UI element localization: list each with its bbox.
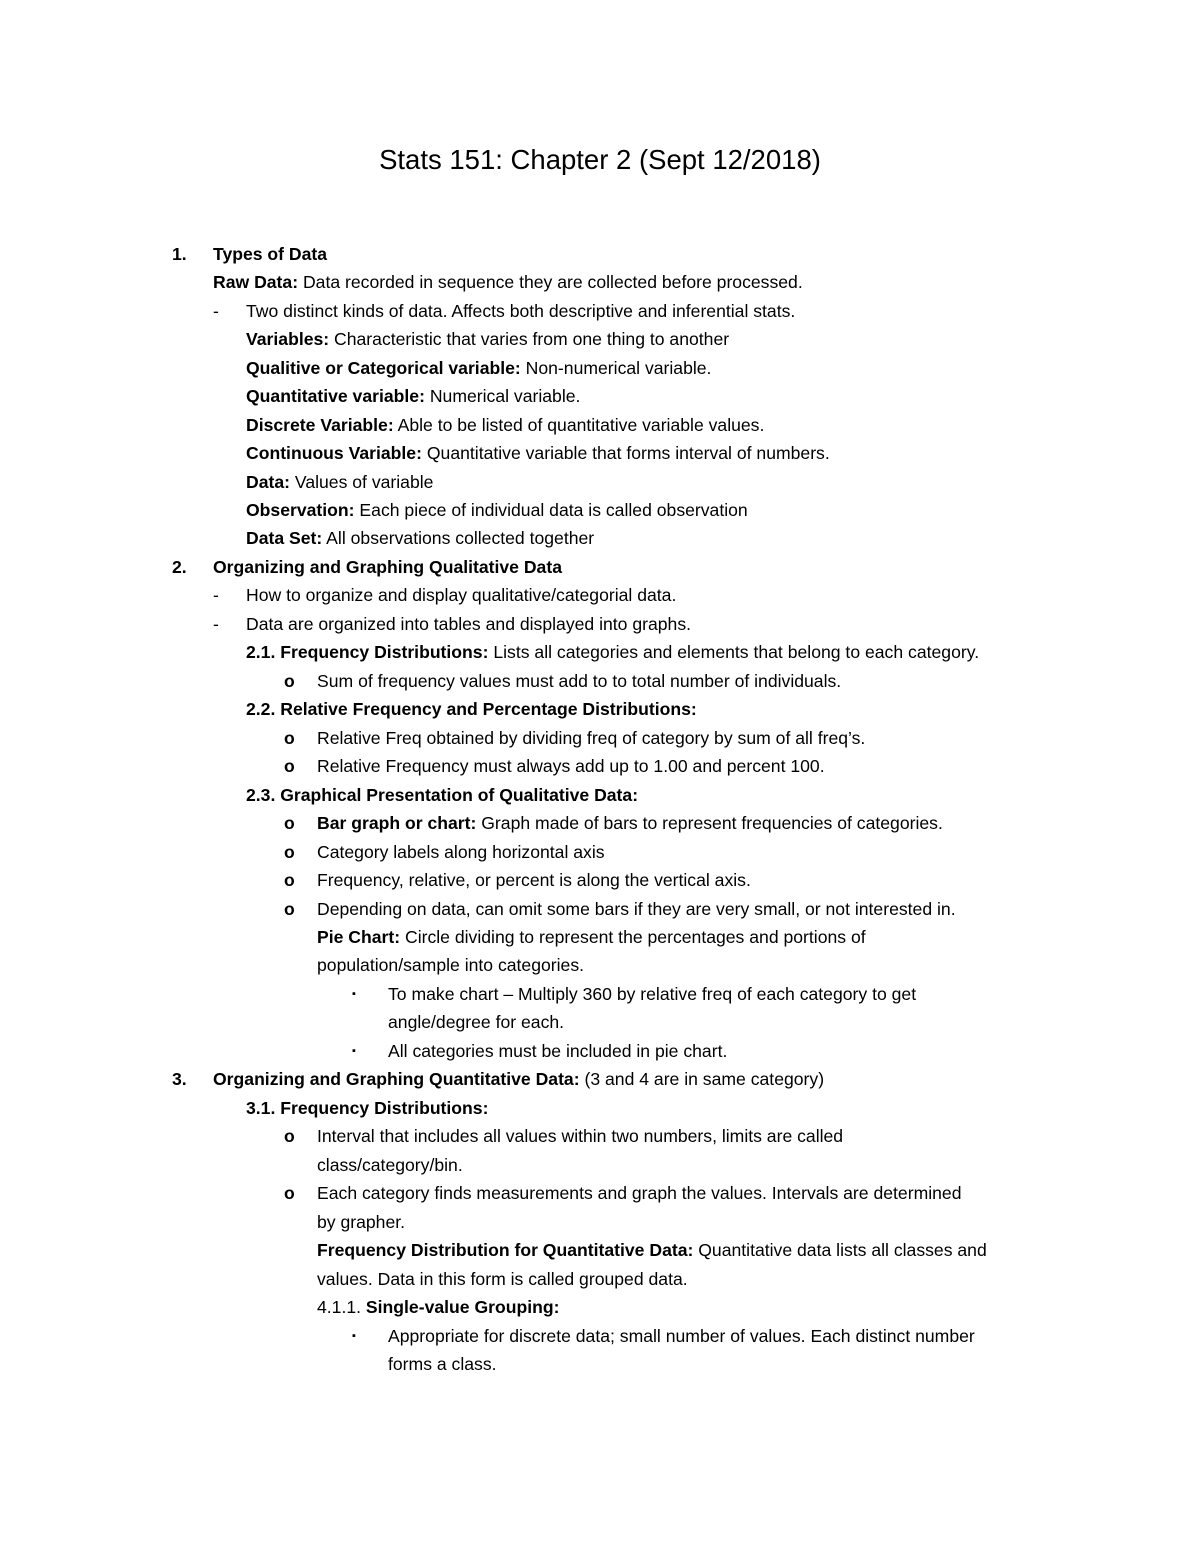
term-label: 2.2. Relative Frequency and Percentage Distributions:: [246, 699, 697, 719]
term-label: Types of Data: [213, 244, 328, 264]
line-text: Data are organized into tables and displayed into graphs.: [246, 614, 692, 634]
text-line: [246, 325, 729, 353]
line-text: Category labels along horizontal axis: [317, 842, 605, 862]
text-line: [246, 638, 979, 666]
line-text: values. Data in this form is called grouped data.: [317, 1269, 688, 1289]
term-label: Pie Chart:: [317, 927, 401, 947]
line-text: Two distinct kinds of data. Affects both descriptive and inferential stats.: [246, 301, 796, 321]
text-line: [317, 1151, 463, 1179]
term-label: Variables:: [246, 329, 330, 349]
term-label: Raw Data:: [213, 272, 299, 292]
line-text: Graph made of bars to represent frequencies of categories.: [476, 813, 943, 833]
line-text: Characteristic that varies from one thing to another: [329, 329, 730, 349]
line-text: All observations collected together: [322, 528, 595, 548]
line-text: (3 and 4 are in same category): [579, 1069, 825, 1089]
list-marker-number: 1.: [172, 244, 187, 264]
text-line: [213, 240, 327, 268]
line-text: Relative Frequency must always add up to 1.00 and percent 100.: [317, 756, 825, 776]
text-line: [317, 838, 605, 866]
text-line: [388, 1322, 975, 1350]
text-line: [246, 354, 711, 382]
list-marker-square: ▪: [352, 1330, 356, 1342]
text-line: [317, 724, 865, 752]
text-line: [246, 1094, 488, 1122]
text-line: [246, 524, 594, 552]
text-line: [317, 1208, 405, 1236]
list-marker-dash: -: [213, 301, 219, 321]
list-marker-circle: o: [284, 813, 295, 833]
text-line: [388, 1037, 727, 1065]
term-label: Organizing and Graphing Quantitative Data:: [213, 1069, 580, 1089]
list-marker-circle: o: [284, 870, 295, 890]
line-text: Values of variable: [290, 472, 434, 492]
text-line: [246, 297, 795, 325]
list-marker-number: 3.: [172, 1069, 187, 1089]
text-line: [317, 1236, 987, 1264]
text-line: [213, 268, 803, 296]
text-line: [246, 610, 691, 638]
text-line: [213, 1065, 824, 1093]
document-title: Stats 151: Chapter 2 (Sept 12/2018): [379, 144, 821, 175]
term-label: Qualitive or Categorical variable:: [246, 358, 521, 378]
term-label: Continuous Variable:: [246, 443, 422, 463]
line-text: Sum of frequency values must add to to total number of individuals.: [317, 671, 842, 691]
list-marker-circle: o: [284, 899, 295, 919]
term-label: 2.3. Graphical Presentation of Qualitative Data:: [246, 785, 639, 805]
text-line: [317, 1265, 688, 1293]
line-text: All categories must be included in pie chart.: [388, 1041, 728, 1061]
term-label: 2.1. Frequency Distributions:: [246, 642, 489, 662]
term-label: Organizing and Graphing Qualitative Data: [213, 557, 562, 577]
list-marker-circle: o: [284, 1183, 295, 1203]
line-text: Data recorded in sequence they are collected before processed.: [298, 272, 803, 292]
term-label: Single-value Grouping:: [365, 1297, 560, 1317]
line-text: by grapher.: [317, 1212, 406, 1232]
text-line: [246, 411, 764, 439]
text-line: [317, 1122, 843, 1150]
line-text: Relative Freq obtained by dividing freq of category by sum of all freq’s.: [317, 728, 866, 748]
text-line: [246, 382, 580, 410]
line-text: class/category/bin.: [317, 1155, 463, 1175]
list-marker-circle: o: [284, 842, 295, 862]
text-line: [317, 1293, 559, 1321]
text-line: [317, 809, 943, 837]
term-label: 3.1. Frequency Distributions:: [246, 1098, 489, 1118]
line-text: Lists all categories and elements that belong to each category.: [488, 642, 980, 662]
text-line: [317, 667, 841, 695]
list-marker-square: ▪: [352, 1045, 356, 1057]
line-text: Each piece of individual data is called observation: [354, 500, 748, 520]
line-text: population/sample into categories.: [317, 955, 585, 975]
term-label: Bar graph or chart:: [317, 813, 477, 833]
text-line: [317, 923, 866, 951]
line-text: Circle dividing to represent the percentages and portions of: [400, 927, 866, 947]
line-text: Non-numerical variable.: [520, 358, 712, 378]
text-line: [246, 496, 748, 524]
list-marker-circle: o: [284, 756, 295, 776]
line-text: How to organize and display qualitative/categorial data.: [246, 585, 677, 605]
term-label: Discrete Variable:: [246, 415, 394, 435]
term-label: Quantitative variable:: [246, 386, 425, 406]
line-text: forms a class.: [388, 1354, 497, 1374]
line-text: Numerical variable.: [424, 386, 581, 406]
line-text: Interval that includes all values within two numbers, limits are called: [317, 1126, 844, 1146]
text-line: [246, 468, 433, 496]
term-label: Frequency Distribution for Quantitative Data:: [317, 1240, 694, 1260]
list-marker-dash: -: [213, 614, 219, 634]
list-marker-square: ▪: [352, 988, 356, 1000]
text-line: [246, 695, 697, 723]
term-label: Data:: [246, 472, 290, 492]
line-text: Able to be listed of quantitative variable values.: [393, 415, 765, 435]
text-line: [213, 553, 562, 581]
list-marker-circle: o: [284, 1126, 295, 1146]
line-text: Quantitative variable that forms interval of numbers.: [421, 443, 830, 463]
line-text: Each category finds measurements and graph the values. Intervals are determined: [317, 1183, 962, 1203]
text-line: [317, 1179, 961, 1207]
list-marker-number: 2.: [172, 557, 187, 577]
text-line: [317, 951, 584, 979]
text-line: [246, 581, 676, 609]
term-label: Observation:: [246, 500, 355, 520]
line-text: angle/degree for each.: [388, 1012, 565, 1032]
text-line: [388, 980, 916, 1008]
text-line: [317, 895, 956, 923]
line-text: Frequency, relative, or percent is along the vertical axis.: [317, 870, 751, 890]
text-line: [388, 1008, 564, 1036]
line-text: Appropriate for discrete data; small number of values. Each distinct number: [388, 1326, 975, 1346]
text-line: [388, 1350, 497, 1378]
text-line: [246, 781, 638, 809]
term-label: Data Set:: [246, 528, 323, 548]
line-text: Depending on data, can omit some bars if they are very small, or not interested in.: [317, 899, 956, 919]
list-marker-circle: o: [284, 671, 295, 691]
line-text: 4.1.1.: [317, 1297, 366, 1317]
text-line: [317, 752, 825, 780]
line-text: Quantitative data lists all classes and: [693, 1240, 987, 1260]
line-text: To make chart – Multiply 360 by relative freq of each category to get: [388, 984, 917, 1004]
list-marker-dash: -: [213, 585, 219, 605]
text-line: [246, 439, 830, 467]
list-marker-circle: o: [284, 728, 295, 748]
text-line: [317, 866, 751, 894]
